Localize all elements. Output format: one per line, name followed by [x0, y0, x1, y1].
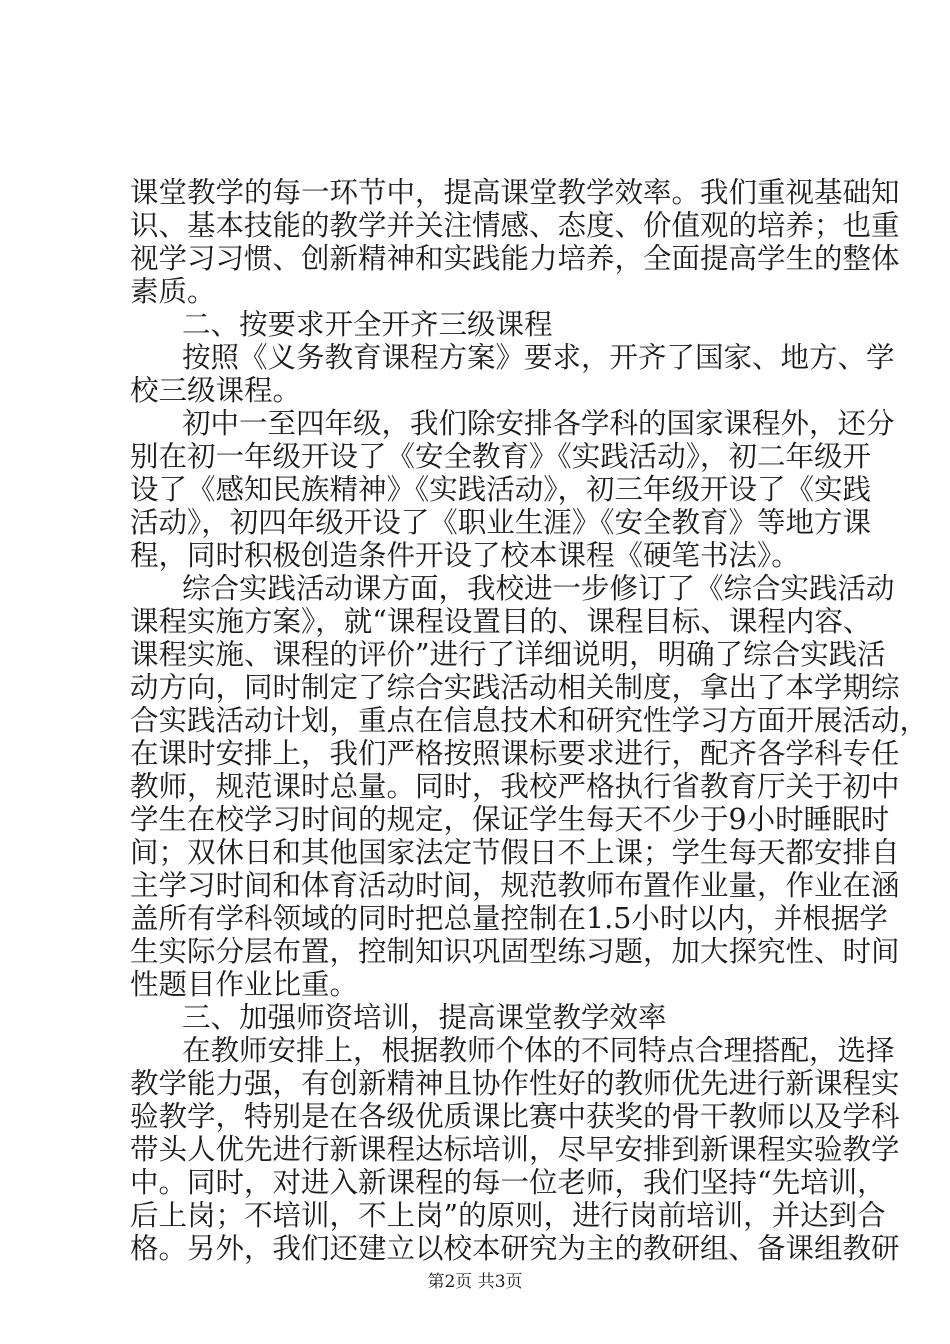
paragraph-line: 带头人优先进行新课程达标培训，尽早安排到新课程实验教学 — [130, 1133, 900, 1166]
paragraph-line: 生实际分层布置，控制知识巩固型练习题，加大探究性、时间 — [130, 935, 900, 968]
paragraph-line: 教学能力强，有创新精神且协作性好的教师优先进行新课程实 — [130, 1067, 900, 1100]
paragraph-line: 课程实施、课程的评价”进行了详细说明，明确了综合实践活 — [130, 638, 886, 671]
paragraph-line: 视学习习惯、创新精神和实践能力培养，全面提高学生的整体 — [130, 242, 900, 275]
section-heading: 三、加强师资培训，提高课堂教学效率 — [182, 1001, 667, 1034]
paragraph-line: 盖所有学科领域的同时把总量控制在1.5小时以内，并根据学 — [130, 902, 888, 935]
paragraph-line: 设了《感知民族精神》《实践活动》，初三年级开设了《实践 — [130, 473, 872, 506]
section-heading: 二、按要求开全开齐三级课程 — [182, 308, 553, 341]
paragraph-line: 课程实施方案》，就“课程设置目的、课程目标、课程内容、 — [130, 605, 872, 638]
paragraph-line: 学生在校学习时间的规定，保证学生每天不少于9小时睡眠时 — [130, 803, 890, 836]
paragraph-line: 在课时安排上，我们严格按照课标要求进行，配齐各学科专任 — [130, 737, 900, 770]
paragraph-line: 校三级课程。 — [130, 374, 302, 407]
paragraph-line: 按照《义务教育课程方案》要求，开齐了国家、地方、学 — [182, 341, 895, 374]
paragraph-line: 别在初一年级开设了《安全教育》《实践活动》，初二年级开 — [130, 440, 872, 473]
paragraph-line: 活动》，初四年级开设了《职业生涯》《安全教育》等地方课 — [130, 506, 872, 539]
paragraph-line: 中。同时，对进入新课程的每一位老师，我们坚持“先培训， — [130, 1166, 886, 1199]
paragraph-line: 课堂教学的每一环节中，提高课堂教学效率。我们重视基础知 — [130, 176, 900, 209]
paragraph-line: 程，同时积极创造条件开设了校本课程《硬笔书法》。 — [130, 539, 800, 572]
page-number: 第2页 共3页 — [427, 1272, 523, 1292]
paragraph-line: 间；双休日和其他国家法定节假日不上课；学生每天都安排自 — [130, 836, 900, 869]
paragraph-line: 性题目作业比重。 — [130, 968, 359, 1001]
paragraph-line: 验教学，特别是在各级优质课比赛中获奖的骨干教师以及学科 — [130, 1100, 900, 1133]
paragraph-line: 动方向，同时制定了综合实践活动相关制度，拿出了本学期综 — [130, 671, 900, 704]
paragraph-line: 初中一至四年级，我们除安排各学科的国家课程外，还分 — [182, 407, 895, 440]
paragraph-line: 在教师安排上，根据教师个体的不同特点合理搭配，选择 — [182, 1034, 895, 1067]
paragraph-line: 主学习时间和体育活动时间，规范教师布置作业量，作业在涵 — [130, 869, 900, 902]
paragraph-line: 格。另外，我们还建立以校本研究为主的教研组、备课组教研 — [130, 1232, 900, 1265]
paragraph-line: 合实践活动计划，重点在信息技术和研究性学习方面开展活动， — [130, 704, 929, 737]
paragraph-line: 素质。 — [130, 275, 216, 308]
paragraph-line: 教师，规范课时总量。同时，我校严格执行省教育厅关于初中 — [130, 770, 900, 803]
paragraph-line: 综合实践活动课方面，我校进一步修订了《综合实践活动 — [182, 572, 895, 605]
paragraph-line: 识、基本技能的教学并关注情感、态度、价值观的培养；也重 — [130, 209, 900, 242]
paragraph-line: 后上岗；不培训，不上岗”的原则，进行岗前培训，并达到合 — [130, 1199, 886, 1232]
